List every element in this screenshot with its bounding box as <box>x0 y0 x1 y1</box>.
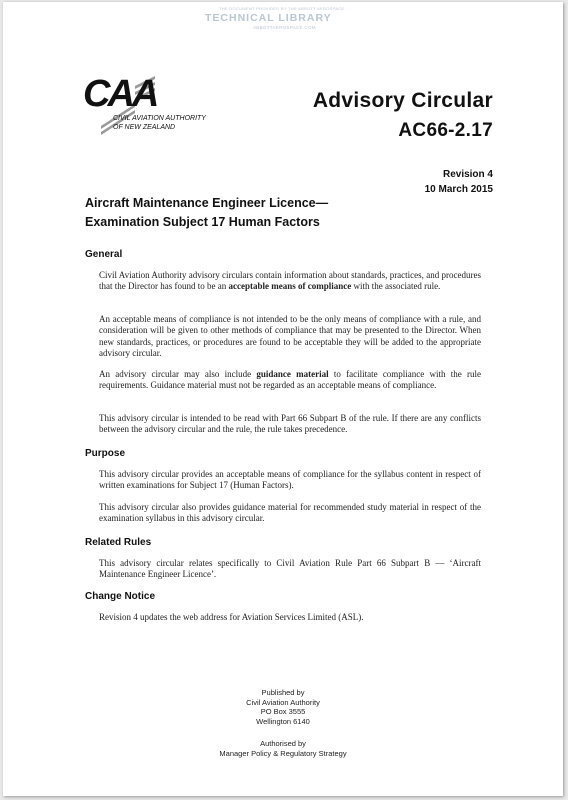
change-notice-paragraph: Revision 4 updates the web address for Aviation Services Limited (ASL). <box>99 612 364 622</box>
authoriser-name: Manager Policy & Regulatory Strategy <box>219 748 347 758</box>
general-p1-emphasis: acceptable means of compliance <box>228 281 352 292</box>
org-name-line1: CIVIL AVIATION AUTHORITY <box>113 115 206 122</box>
title-line2: Examination Subject 17 Human Factors <box>85 215 320 229</box>
document-number: AC66-2.17 <box>398 120 493 141</box>
logo-text: CAA <box>83 73 157 115</box>
section-heading-change-notice: Change Notice <box>85 591 156 602</box>
purpose-paragraph-1: This advisory circular provides an acceptable means of compliance for the syllabus content in respect of written examinations for Subject 17 (Human Factors). <box>99 469 481 491</box>
related-rules-paragraph: This advisory circular relates specifically to Civil Aviation Rule Part 66 Subpart B — ‘Aircraft Maintenance Engineer Licence’. <box>99 558 481 580</box>
watermark-top-text: THE DOCUMENT PROVIDED BY THE ABBOTT AEROSPACE <box>219 6 345 11</box>
general-paragraph-2: An acceptable means of compliance is not intended to be the only means of compliance with a rule, and consideration will be given to other methods of compliance that may be presented to the Director. When new standards, practices, or procedures are found to be acceptable they will be added to the appropriate advisory circular. <box>99 314 481 359</box>
watermark-main-text: TECHNICAL LIBRARY <box>205 12 332 24</box>
org-name-line2: OF NEW ZEALAND <box>113 124 176 131</box>
purpose-paragraph-2: This advisory circular also provides guidance material for recommended study material in respect of the examination syllabus in this advisory circular. <box>99 502 481 524</box>
general-paragraph-4: This advisory circular is intended to be read with Part 66 Subpart B of the rule. If there are any conflicts between the advisory circular and the rule, the rule takes precedence. <box>99 413 481 435</box>
general-paragraph-3 <box>99 369 481 392</box>
title-line1: Aircraft Maintenance Engineer Licence— <box>85 196 329 210</box>
publisher-city: Wellington 6140 <box>256 716 310 726</box>
general-p1-text-a: Civil Aviation Authority advisory circulars contain information about standards, practices, and procedures that the Director has found to be an <box>99 270 481 292</box>
general-p1-text-b: with the associated rule. <box>351 281 441 292</box>
document-page <box>3 2 563 796</box>
general-paragraph-1 <box>99 270 481 293</box>
publisher-po-box: PO Box 3555 <box>260 707 306 716</box>
document-type: Advisory Circular <box>312 89 493 112</box>
section-heading-general: General <box>85 249 123 260</box>
revision-label: Revision 4 <box>442 169 493 180</box>
technical-library-watermark <box>193 6 393 36</box>
general-p3-text-a: An advisory circular may also include <box>99 369 257 379</box>
general-p3-text-b: to facilitate compliance with the rule requirements. Guidance material must not be regarded as an acceptable means of compliance. <box>99 369 481 391</box>
section-heading-related-rules: Related Rules <box>85 537 152 548</box>
revision-date: 10 March 2015 <box>424 184 493 195</box>
general-p3-emphasis: guidance material <box>256 369 329 379</box>
published-by-label: Published by <box>261 688 305 697</box>
publisher-block <box>3 688 563 726</box>
watermark-url: ABBOTTAEROSPACE.COM <box>253 25 316 30</box>
authorised-by-label: Authorised by <box>260 739 306 748</box>
publisher-org: Civil Aviation Authority <box>246 697 320 707</box>
section-heading-purpose: Purpose <box>85 448 126 459</box>
document-title <box>85 194 405 232</box>
authoriser-block <box>3 739 563 758</box>
